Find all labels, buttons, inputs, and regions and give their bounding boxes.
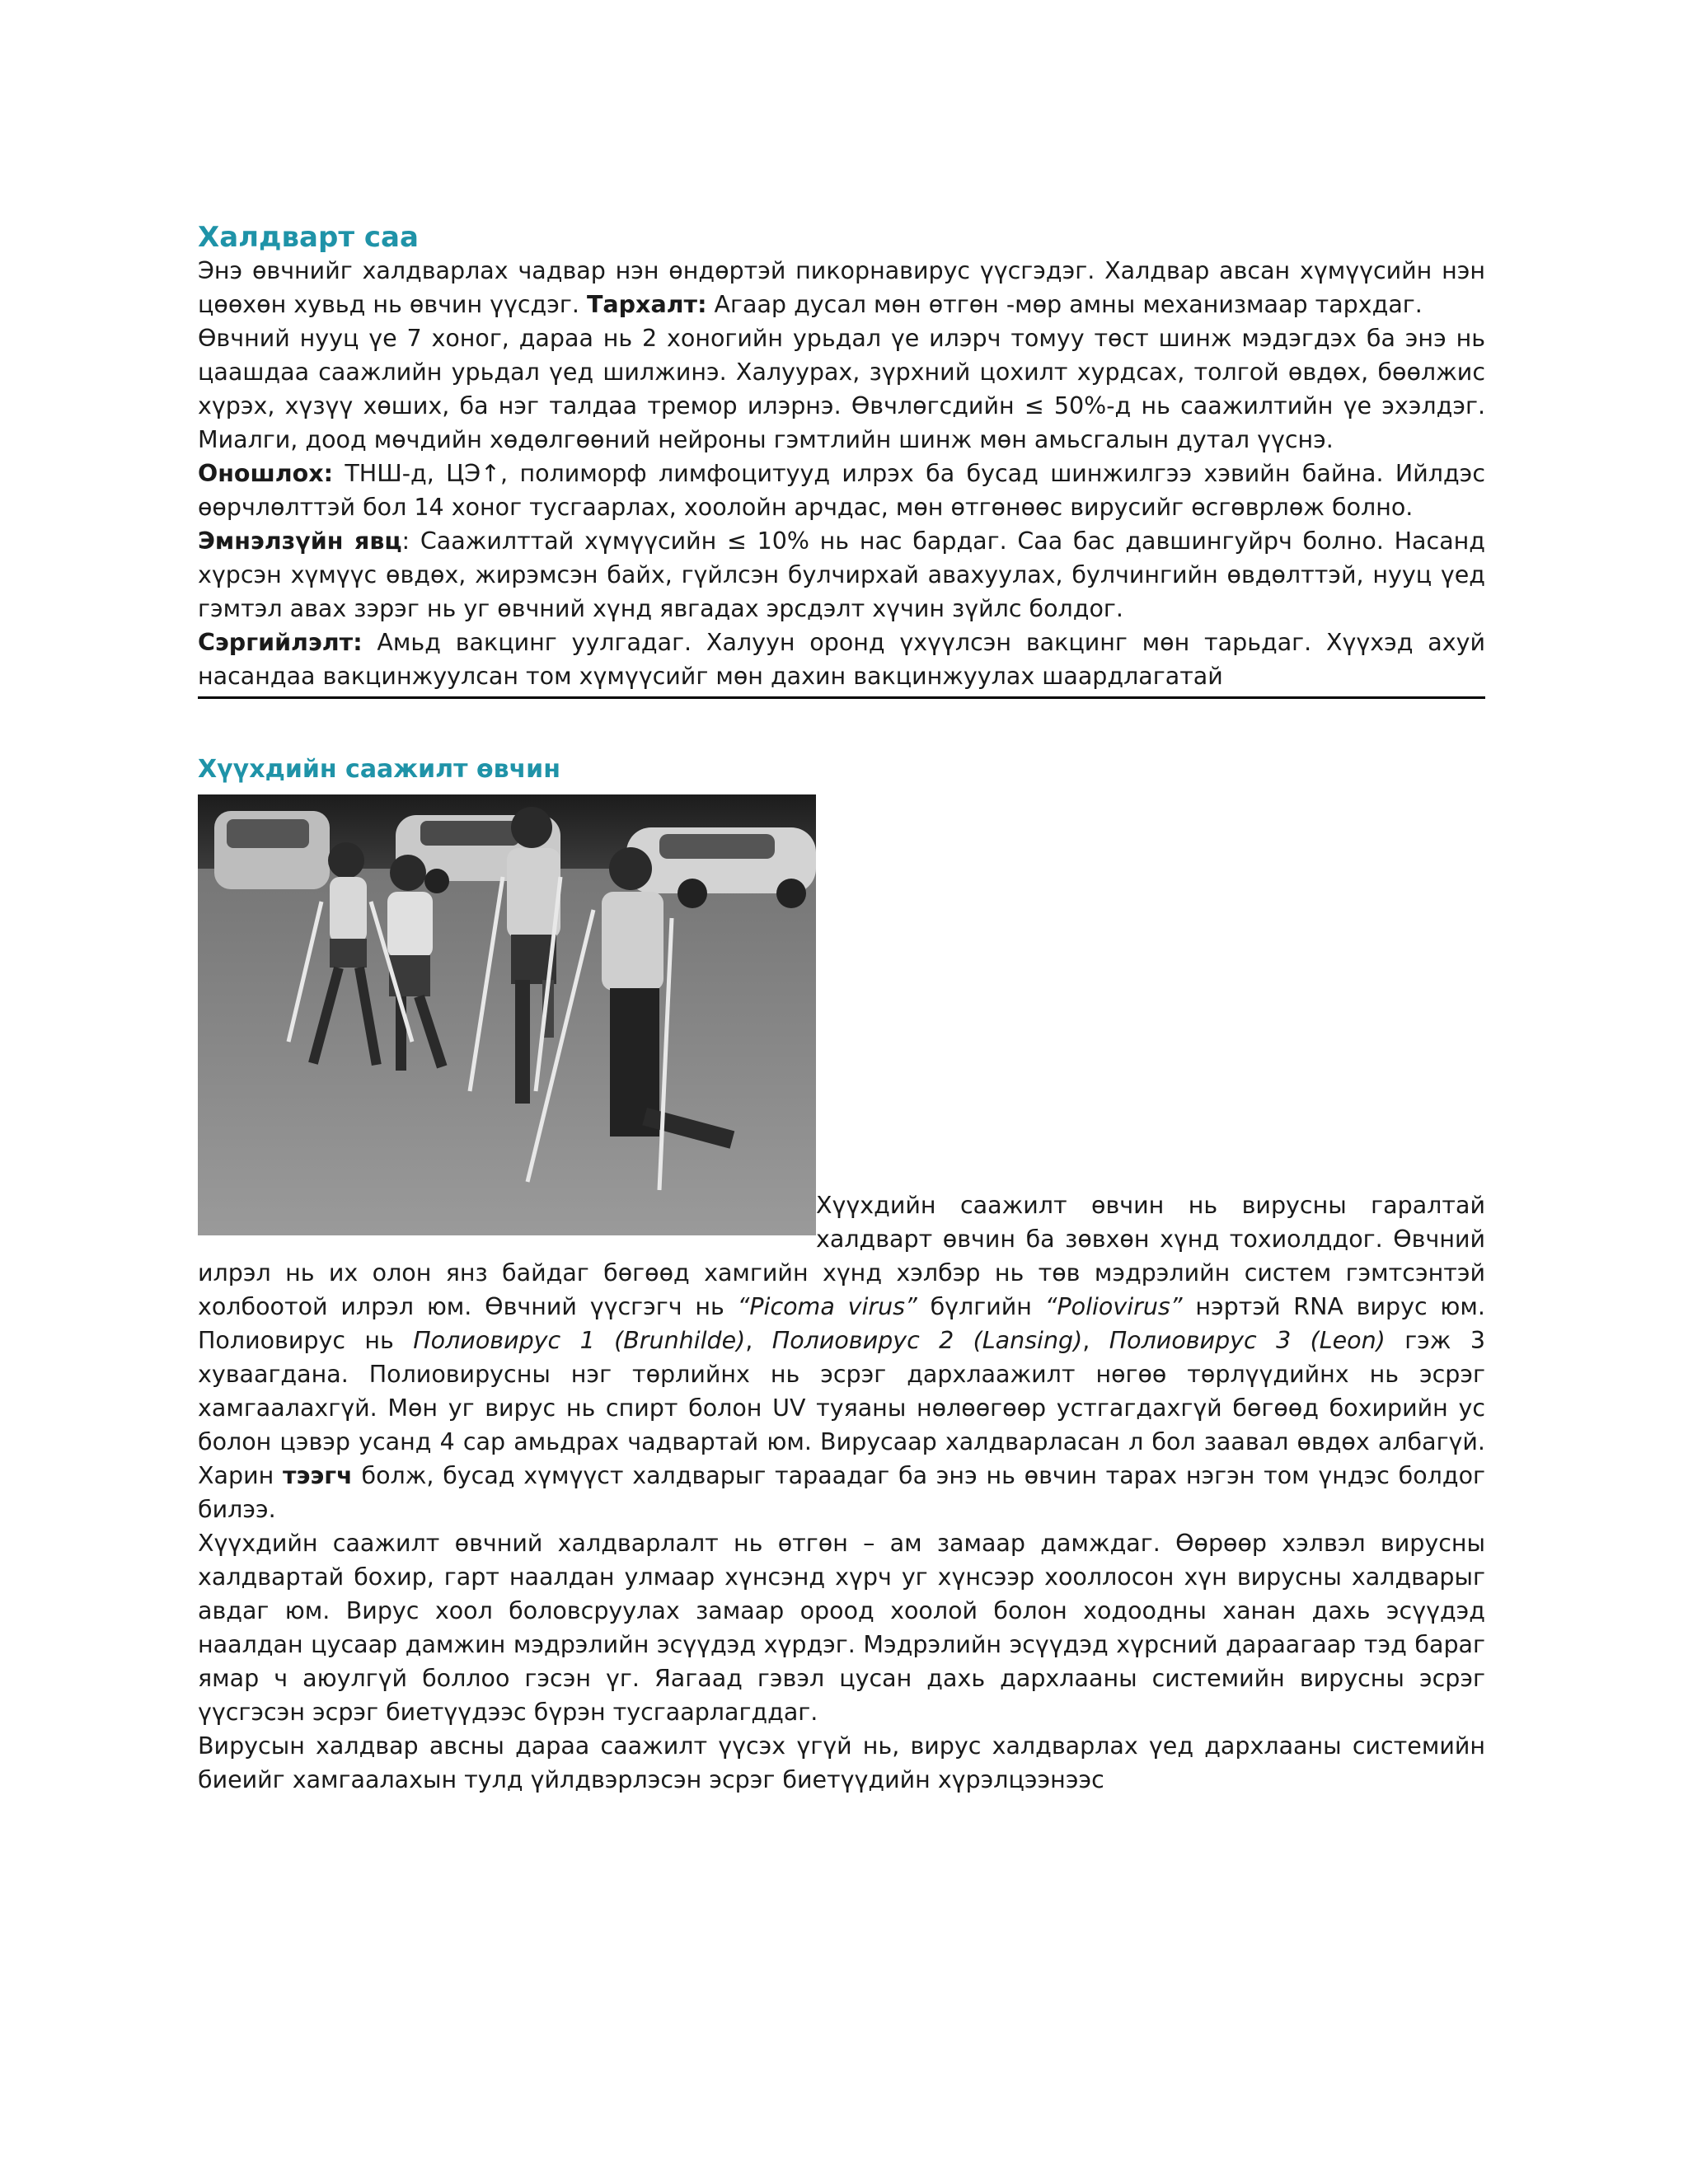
section-title-contagious-polio: Халдварт саа [198, 221, 419, 254]
label-carrier: тээгч [282, 1462, 353, 1489]
italic-poliovirus-1: Полиовирус 1 (Brunhilde) [413, 1327, 746, 1354]
paragraph-transmission: Хүүхдийн саажилт өвчний халдварлалт нь өтгөн – ам замаар дамждаг. Өөрөөр хэлвэл вирусны халдвартай бохир, гарт наалдан улмаар хүнсэнд хүрч уг хүнсээр хооллосон хүн вирусны халдварыг авдаг юм. Вирус хоол боловсруулах замаар ороод хоолой болон ходоодны ханан дахь эсүүдэд наалдан цусаар дамжин мэдрэлийн эсүүдэд хүрдэг. Мэдрэлийн эсүүдэд хүрсний дараагаар тэд бараг ямар ч аюулгүй боллоо гэсэн үг. Яагаад гэвэл цусан дахь дархлааны системийн вирусны эсрэг үүсгэсэн эсрэг биетүүдээс бүрэн тусгаарлагддаг. [198, 1530, 1485, 1726]
paragraph-course: Өвчний нууц үе 7 хоног, дараа нь 2 хоногийн урьдал үе илэрч томуу төст шинж мэдэгдэх ба энэ нь цаашдаа саажлийн урьдал үед шилжинэ. Халуурах, зүрхний цохилт хурдсах, толгой өвдөх, бөөлжис хүрэх, хүзүү хөших, ба нэг талдаа тремор илэрнэ. Өвчлөгсдийн ≤ 50%-д нь саажилтийн үе эхэлдэг. Миалги, доод мөчдийн хөдөлгөөний нейроны гэмтлийн шинж мөн амьсгалын дутал үүснэ. [198, 325, 1485, 453]
text-run: ТНШ-д, ЦЭ↑, полиморф лимфоцитууд илрэх ба бусад шинжилгээ хэвийн байна. Ийлдэс өөрчлөлттэй бол 14 хоног тусгаарлах, хоолойн арчдас, мөн өтгөнөөс вирусийг өсгөврлөж болно. [198, 460, 1485, 521]
text-run: Агаар дусал мөн өтгөн -мөр амны механизмаар тархдаг. [706, 291, 1423, 318]
text-run: Амьд вакцинг уулгадаг. Халуун оронд үхүүлсэн вакцинг мөн тарьдаг. Хүүхэд ахуй насандаа вакцинжуулсан том хүмүүсийг мөн дахин вакцинжуулах шаардлагатай [198, 629, 1485, 690]
text-run: бүлгийн [917, 1293, 1045, 1320]
italic-poliovirus: “Poliovirus” [1044, 1293, 1183, 1320]
text-run: : Саажилттай хүмүүсийн ≤ 10% нь нас бардаг. Саа бас давшингуйрч болно. Насанд хүрсэн хүмүүс өвдөх, жирэмсэн байх, гүйлсэн булчирхай авахуулах, булчингийн өвдөлттэй, нууц үед гэмтэл авах зэрэг нь уг өвчний хүнд явгадах эрсдэлт хүчин зүйлс болдог. [198, 527, 1485, 622]
text-run: гэж 3 хуваагдана. Полиовирусны нэг төрлийнх нь эсрэг дархлаажилт нөгөө төрлүүдийнх нь эсрэг хамгаалахгүй. Мөн уг вирус нь спирт болон UV туяаны нөлөөгөөр устгагдахгүй бөгөөд бохирийн ус болон цэвэр усанд 4 сар амьдрах чадвартай юм. Вирусаар халдварласан л бол заавал өвдөх албагүй. Харин [198, 1327, 1486, 1489]
paragraph-prevention [198, 626, 1485, 693]
section-divider [198, 696, 1485, 699]
text-run: нэртэй RNA вирус юм. Полиовирус нь [198, 1293, 1485, 1354]
label-clinical-course: Эмнэлзүйн явц [198, 527, 402, 555]
photo-image [198, 794, 816, 1235]
label-diagnosis: Оношлох: [198, 460, 334, 487]
text-run: , [1082, 1327, 1109, 1354]
section-title-childhood-polio: Хүүхдийн саажилт өвчин [198, 755, 560, 784]
italic-picoma-virus: “Picoma virus” [737, 1293, 917, 1320]
paragraph-clinical-course [198, 524, 1485, 626]
italic-poliovirus-2: Полиовирус 2 (Lansing) [771, 1327, 1083, 1354]
document-page [198, 221, 1485, 1797]
paragraph-diagnosis [198, 457, 1485, 524]
label-spread: Тархалт: [586, 291, 707, 318]
text-run: болж, бусад хүмүүст халдварыг тараадаг ба энэ нь өвчин тарах нэгэн том үндэс болдог билээ. [198, 1462, 1485, 1523]
text-run: Хүүхдийн саажилт өвчин нь вирусны гаралтай халдварт өвчин ба зөвхөн хүнд тохиолддог. Өвчний илрэл нь их олон янз байдаг бөгөөд хамгийн хүнд хэлбэр нь төв мэдрэлийн систем гэмтсэнтэй холбоотой илрэл юм. Өвчний үүсгэгч нь [198, 1192, 1485, 1320]
section-childhood-polio [198, 755, 1485, 1797]
italic-poliovirus-3: Полиовирус 3 (Leon) [1109, 1327, 1386, 1354]
paragraph-after-infection: Вирусын халдвар авсны дараа саажилт үүсэх үгүй нь, вирус халдварлах үед дархлааны системийн биеийг хамгаалахын тулд үйлдвэрлэсэн эсрэг биетүүдийн хүрэлцээнээс [198, 1732, 1485, 1793]
photo-text-block [198, 785, 1485, 1526]
text-run: , [745, 1327, 772, 1354]
label-prevention: Сэргийлэлт: [198, 629, 363, 656]
text-run: Энэ өвчнийг халдварлах чадвар нэн өндөртэй пикорнавирус үүсгэдэг. Халдвар авсан хүмүүсийн нэн цөөхөн хувьд нь өвчин үүсдэг. [198, 257, 1485, 318]
paragraph-intro [198, 254, 1485, 321]
photo-children-crutches [198, 794, 816, 1235]
